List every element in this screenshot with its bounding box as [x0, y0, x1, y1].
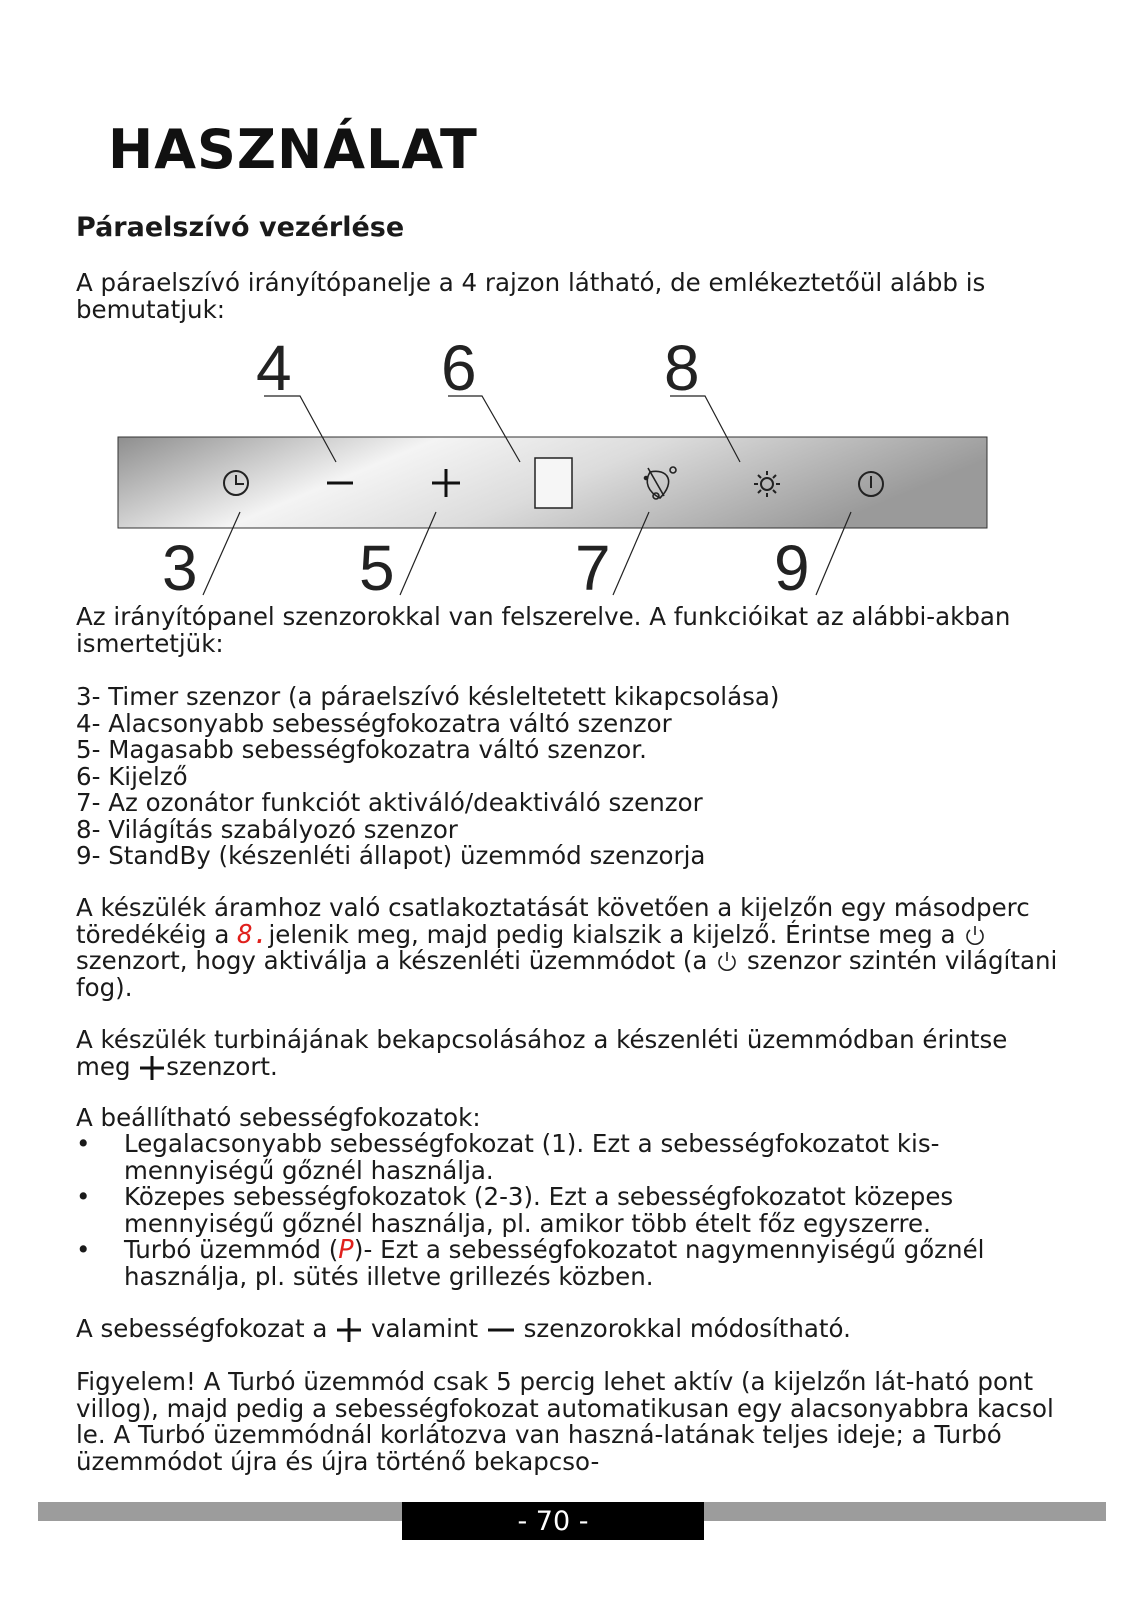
label-3: 3 [162, 532, 198, 604]
label-5: 5 [359, 532, 395, 604]
label-8: 8 [664, 332, 700, 404]
sensor-item-6: 6- Kijelző [76, 761, 188, 791]
list-item [76, 1131, 1066, 1184]
sensor-item-3: 3- Timer szenzor (a páraelszívó késleltetett kikapcsolása) [76, 682, 780, 711]
speed-1-text: Legalacsonyabb sebességfokozat (1). Ezt a sebességfokozatot kis-mennyiségű gőznél használja. [124, 1129, 940, 1185]
list-item [76, 1184, 1066, 1237]
label-9: 9 [774, 532, 810, 604]
sensor-item-8: 8- Világítás szabályozó szenzor [76, 814, 458, 844]
turbine-paragraph [76, 1027, 1066, 1081]
sensor-item-4: 4- Alacsonyabb sebességfokozatra váltó szenzor [76, 708, 672, 738]
speeds-list [76, 1131, 1066, 1290]
power-on-text-2: jelenik meg, majd pedig kialszik a kijelző. Érintse meg a [268, 919, 964, 949]
label-7: 7 [575, 532, 611, 604]
panel-description-text: Az irányítópanel szenzorokkal van felszerelve. A funkcióikat az alábbi-akban ismertetjük: [76, 602, 1011, 658]
power-on-text-3: szenzort, hogy aktiválja a készenléti üzemmódot (a [76, 946, 716, 975]
label-6: 6 [441, 332, 477, 404]
bullet-icon: • [76, 1129, 91, 1158]
sensor-item-5: 5- Magasabb sebességfokozatra váltó szenzor. [76, 735, 647, 764]
speed-2-text: Közepes sebességfokozatok (2-3). Ezt a sebességfokozatot közepes mennyiségű gőznél használja, pl. amikor több ételt főz egyszerre. [124, 1182, 954, 1238]
display-digit-p: P [338, 1235, 354, 1265]
intro-paragraph [76, 270, 1066, 323]
control-panel-diagram [0, 330, 1128, 605]
speed-3-pre: Turbó üzemmód ( [124, 1235, 339, 1264]
warning-paragraph [76, 1369, 1066, 1475]
adjust-paragraph [76, 1316, 1066, 1343]
intro-text: A páraelszívó irányítópanelje a 4 rajzon látható, de emlékeztetőül alább is bemutatjuk: [76, 268, 986, 324]
plus-icon [138, 1055, 166, 1081]
sensor-list [76, 684, 1066, 870]
display-digit-8: 8. [237, 919, 269, 950]
turbine-text-1: A készülék turbinájának bekapcsolásához a készenléti üzemmódban érintse meg [76, 1025, 1008, 1081]
bullet-icon: • [76, 1235, 91, 1264]
adjust-text-3: szenzorokkal módosítható. [515, 1314, 851, 1343]
list-item [76, 1237, 1066, 1290]
warning-text: Figyelem! A Turbó üzemmód csak 5 percig lehet aktív (a kijelzőn lát-ható pont villog), majd pedig a sebességfokozat automatikusan egy alacsonyabbra kacsol le. A Turbó üzemmódnál korlátozva van haszná-latának teljes ideje; a Turbó üzemmódot újra és újra történő bekapcso- [76, 1367, 1054, 1476]
label-4: 4 [256, 332, 292, 404]
adjust-text-1: A sebességfokozat a [76, 1314, 336, 1343]
page-number: - 70 - [402, 1502, 704, 1540]
adjust-text-2: valamint [363, 1314, 486, 1343]
page-title: HASZNÁLAT [108, 118, 478, 181]
display-window [535, 458, 572, 508]
panel-description [76, 604, 1066, 657]
power-on-text-4: szenzor szintén világítani fog). [76, 946, 1058, 1002]
sensor-item-7: 7- Az ozonátor funkciót aktiváló/deaktiváló szenzor [76, 788, 703, 817]
sensor-item-9: 9- StandBy (készenléti állapot) üzemmód szenzorja [76, 841, 706, 870]
section-title: Páraelszívó vezérlése [76, 212, 405, 243]
power-on-text-1: A készülék áramhoz való csatlakoztatását követően a kijelzőn egy másodperc töredékéig a [76, 893, 1030, 949]
plus-icon [335, 1317, 363, 1343]
minus-icon [486, 1317, 516, 1343]
standby-icon [963, 924, 987, 948]
speeds-heading [76, 1105, 1066, 1132]
speeds-heading-text: A beállítható sebességfokozatok: [76, 1103, 481, 1132]
standby-icon [715, 950, 739, 974]
power-on-paragraph [76, 895, 1066, 1001]
turbine-text-2: szenzort. [166, 1051, 278, 1081]
speed-3-post: )- Ezt a sebességfokozatot nagymennyiségű gőznél használja, pl. sütés illetve grillezés közben. [124, 1235, 985, 1291]
bullet-icon: • [76, 1182, 91, 1211]
